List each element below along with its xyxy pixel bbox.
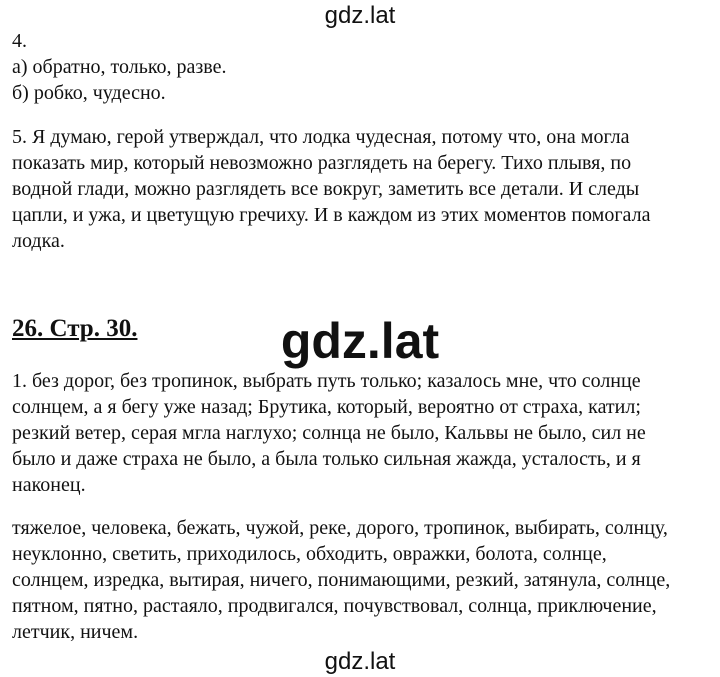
word-list-line: тяжелое, человека, бежать, чужой, реке, дорого, тропинок, выбирать, солнцу, (12, 517, 668, 539)
task-5-line: показать мир, который невозможно разглядеть на берегу. Тихо плывя, по (12, 152, 632, 174)
task-4-answer-a: а) обратно, только, разве. (12, 56, 227, 78)
task-5-line: водной глади, можно разглядеть все вокруг, заметить все детали. И следы (12, 178, 640, 200)
task-1-line: было и даже страха не было, а была только сильная жажда, усталость, и я (12, 448, 641, 470)
task-5-line: лодка. (12, 230, 65, 252)
task-5-line: 5. Я думаю, герой утверждал, что лодка чудесная, потому что, она могла (12, 126, 630, 148)
watermark-middle: gdz.lat (280, 313, 440, 369)
word-list-line: неуклонно, светить, приходилось, обходить, овражки, болота, солнце, (12, 543, 607, 565)
task-1-line: солнцем, а я бегу уже назад; Брутика, который, вероятно от страха, катил; (12, 396, 641, 418)
task-5-line: цапли, и ужа, и цветущую гречиху. И в каждом из этих моментов помогала (12, 204, 651, 226)
task-4-number: 4. (12, 30, 27, 52)
watermark-bottom: gdz.lat (324, 648, 396, 675)
section-heading: 26. Стр. 30. (12, 315, 138, 342)
word-list-line: летчик, ничем. (12, 621, 139, 643)
word-list-line: солнцем, изредка, вытирая, ничего, понимающими, резкий, затянула, солнце, (12, 569, 671, 591)
word-list-line: пятном, пятно, растаяло, продвигался, почувствовал, солнца, приключение, (12, 595, 657, 617)
task-1-line: 1. без дорог, без тропинок, выбрать путь только; казалось мне, что солнце (12, 370, 641, 392)
task-4-answer-b: б) робко, чудесно. (12, 82, 166, 104)
watermark-top: gdz.lat (324, 2, 396, 29)
task-1-line: наконец. (12, 474, 86, 496)
task-1-line: резкий ветер, серая мгла наглухо; солнца не было, Кальвы не было, сил не (12, 422, 646, 444)
